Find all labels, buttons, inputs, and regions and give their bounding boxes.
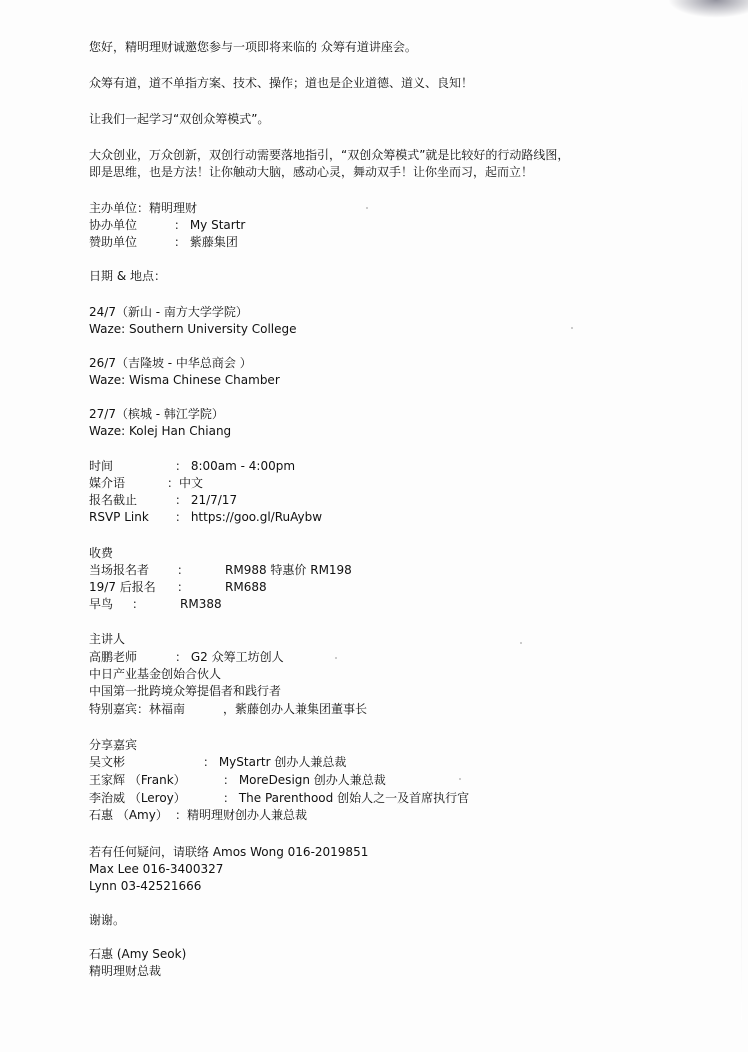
rsvp-label: RSVP Link <box>89 510 149 524</box>
venue-date: 24/7（新山 - 南方大学学院） <box>89 305 248 319</box>
scan-smudge <box>668 0 748 18</box>
scan-speck <box>459 778 461 780</box>
time-value: ： 8:00am - 4:00pm <box>175 459 296 473</box>
fee-onsite-row <box>89 563 352 578</box>
scan-edge <box>741 80 742 1020</box>
language-row <box>89 476 204 491</box>
language-label: 媒介语 <box>89 476 126 490</box>
intro-line-4: 大众创业，万众创新，双创行动需要落地指引，“双创众筹模式”就是比较好的行动路线图， <box>89 148 570 162</box>
venue-date: 27/7（槟城 - 韩江学院） <box>89 407 224 421</box>
sharing-guest-row <box>89 808 308 823</box>
sponsor-label: 赞助单位 <box>89 235 138 249</box>
main-speaker-name: 高鹏老师 <box>89 650 138 664</box>
contact-line-3: Lynn 03-42521666 <box>89 879 202 893</box>
sponsor-value: ： 紫藤集团 <box>174 235 238 249</box>
venue-date: 26/7（吉隆坡 - 中华总商会 ） <box>89 356 252 370</box>
fee-colon: ： <box>177 580 190 594</box>
scan-speck <box>571 327 573 329</box>
deadline-label: 报名截止 <box>89 493 138 507</box>
fee-colon: ： <box>177 563 190 577</box>
sharing-guest-role: ： The Parenthood 创始人之一及首席执行官 <box>223 791 470 805</box>
fee-after-value: RM688 <box>225 580 267 594</box>
special-guest-role: ，紫藤创办人兼集团董事长 <box>223 702 368 716</box>
signer-title: 精明理财总裁 <box>89 964 162 978</box>
sponsor-row <box>89 235 238 250</box>
contact-line-2: Max Lee 016-3400327 <box>89 862 224 876</box>
sharing-guest-role: ： MyStartr 创办人兼总裁 <box>203 755 347 769</box>
scan-speck <box>366 207 368 209</box>
fee-early-value: RM388 <box>180 597 222 611</box>
sharing-guest-name: 李治威 （Leroy） <box>89 791 186 805</box>
co-organizer-label: 协办单位 <box>89 218 138 232</box>
sharing-guest-row <box>89 755 347 770</box>
signer-name: 石惠 (Amy Seok) <box>89 947 187 961</box>
main-speaker-row <box>89 650 284 665</box>
sharing-guest-name: 吴文彬 <box>89 755 126 769</box>
intro-line-3: 让我们一起学习“双创众筹模式”。 <box>89 112 270 126</box>
fee-early-label: 早鸟 <box>89 597 114 611</box>
host-value: ：精明理财 <box>137 201 198 215</box>
intro-line-5: 即是思维，也是方法！让你触动大脑，感动心灵，舞动双手！让你坐而习，起而立！ <box>89 165 534 179</box>
fee-after-label: 19/7 后报名 <box>89 580 156 594</box>
main-speaker-line-2: 中日产业基金创始合伙人 <box>89 667 222 681</box>
main-speaker-line-3: 中国第一批跨境众筹提倡者和践行者 <box>89 684 282 698</box>
sharing-guest-role: ：精明理财创办人兼总裁 <box>175 808 308 822</box>
special-guest-label: 特别嘉宾：林福南 <box>89 702 186 716</box>
co-organizer-row <box>89 218 246 233</box>
sharing-heading: 分享嘉宾 <box>89 738 138 752</box>
intro-line-2: 众筹有道，道不单指方案、技术、操作；道也是企业道德、道义、良知！ <box>89 76 474 90</box>
thanks-text: 谢谢。 <box>89 913 126 927</box>
time-label: 时间 <box>89 459 114 473</box>
deadline-value: ： 21/7/17 <box>175 493 238 507</box>
venues-heading: 日期 & 地点： <box>89 269 166 283</box>
language-value: ：中文 <box>167 476 204 490</box>
co-organizer-value: ： My Startr <box>174 218 246 232</box>
sharing-guest-name: 王家辉 （Frank） <box>89 773 186 787</box>
host-row <box>89 201 197 216</box>
fee-onsite-value: RM988 特惠价 RM198 <box>225 563 352 577</box>
rsvp-link[interactable]: ： https://goo.gl/RuAybw <box>175 510 323 524</box>
sharing-guest-row <box>89 773 386 788</box>
fee-onsite-label: 当场报名者 <box>89 563 150 577</box>
fee-colon: ： <box>132 597 145 611</box>
speakers-heading: 主讲人 <box>89 632 126 646</box>
contact-line-1: 若有任何疑问，请联络 Amos Wong 016-2019851 <box>89 845 369 859</box>
venue-waze: Waze: Wisma Chinese Chamber <box>89 373 280 387</box>
deadline-row <box>89 493 238 508</box>
time-row <box>89 459 296 474</box>
scan-speck <box>520 642 522 644</box>
fee-after-row <box>89 580 267 595</box>
main-speaker-role: ： G2 众筹工坊创人 <box>175 650 284 664</box>
special-guest-row <box>89 702 368 717</box>
fees-heading: 收费 <box>89 546 114 560</box>
rsvp-row <box>89 510 323 525</box>
intro-line-1: 您好，精明理财诚邀您参与一项即将来临的 众筹有道讲座会。 <box>89 40 417 54</box>
sharing-guest-name: 石惠 （Amy） <box>89 808 168 822</box>
fee-early-row <box>89 597 222 612</box>
venue-waze: Waze: Kolej Han Chiang <box>89 424 232 438</box>
venue-waze: Waze: Southern University College <box>89 322 297 336</box>
scan-speck <box>335 657 337 659</box>
sharing-guest-role: ： MoreDesign 创办人兼总裁 <box>223 773 386 787</box>
sharing-guest-row <box>89 791 470 806</box>
host-label: 主办单位 <box>89 201 138 215</box>
